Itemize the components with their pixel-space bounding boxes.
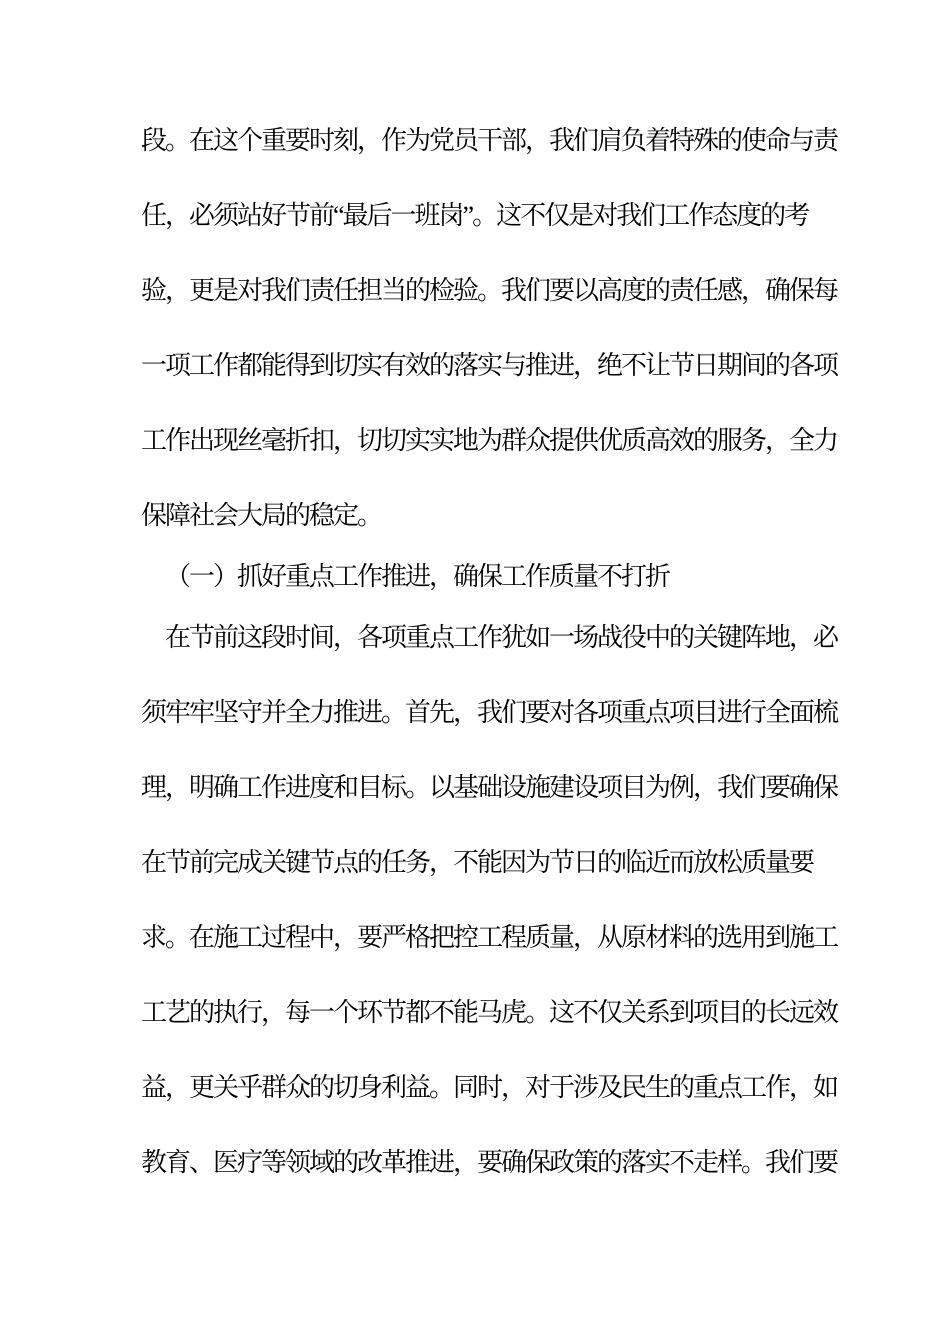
text-line: 在节前完成关键节点的任务，不能因为节日的临近而放松质量要 bbox=[141, 848, 814, 877]
text-line: 理，明确工作进度和目标。以基础设施建设项目为例，我们要确保 bbox=[141, 773, 838, 802]
text-line: 工艺的执行，每一个环节都不能马虎。这不仅关系到项目的长远效 bbox=[141, 998, 838, 1027]
text-line: 段。在这个重要时刻，作为党员干部，我们肩负着特殊的使命与责 bbox=[141, 126, 838, 155]
text-line: 教育、医疗等领域的改革推进，要确保政策的落实不走样。我们要 bbox=[141, 1148, 838, 1177]
document-text-body bbox=[141, 103, 841, 1200]
text-line: 工作出现丝毫折扣，切切实实地为群众提供优质高效的服务，全力 bbox=[141, 426, 838, 455]
paragraph bbox=[141, 103, 841, 553]
text-line: 验，更是对我们责任担当的检验。我们要以高度的责任感，确保每 bbox=[141, 276, 838, 305]
text-line: 一项工作都能得到切实有效的落实与推进，绝不让节日期间的各项 bbox=[141, 351, 838, 380]
text-line: 保障社会大局的稳定。 bbox=[141, 501, 382, 530]
text-line: 益，更关乎群众的切身利益。同时，对于涉及民生的重点工作，如 bbox=[141, 1073, 838, 1102]
text-line: 在节前这段时间，各项重点工作犹如一场战役中的关键阵地，必 bbox=[165, 623, 838, 652]
text-line: 求。在施工过程中，要严格把控工程质量，从原材料的选用到施工 bbox=[141, 923, 838, 952]
section-heading bbox=[141, 553, 841, 600]
section-heading-line: （一）抓好重点工作推进，确保工作质量不打折 bbox=[165, 562, 670, 591]
text-line: 任，必须站好节前“最后一班岗”。这不仅是对我们工作态度的考 bbox=[141, 201, 809, 230]
text-line: 须牢牢坚守并全力推进。首先，我们要对各项重点项目进行全面梳 bbox=[141, 698, 838, 727]
paragraph bbox=[141, 600, 841, 1200]
